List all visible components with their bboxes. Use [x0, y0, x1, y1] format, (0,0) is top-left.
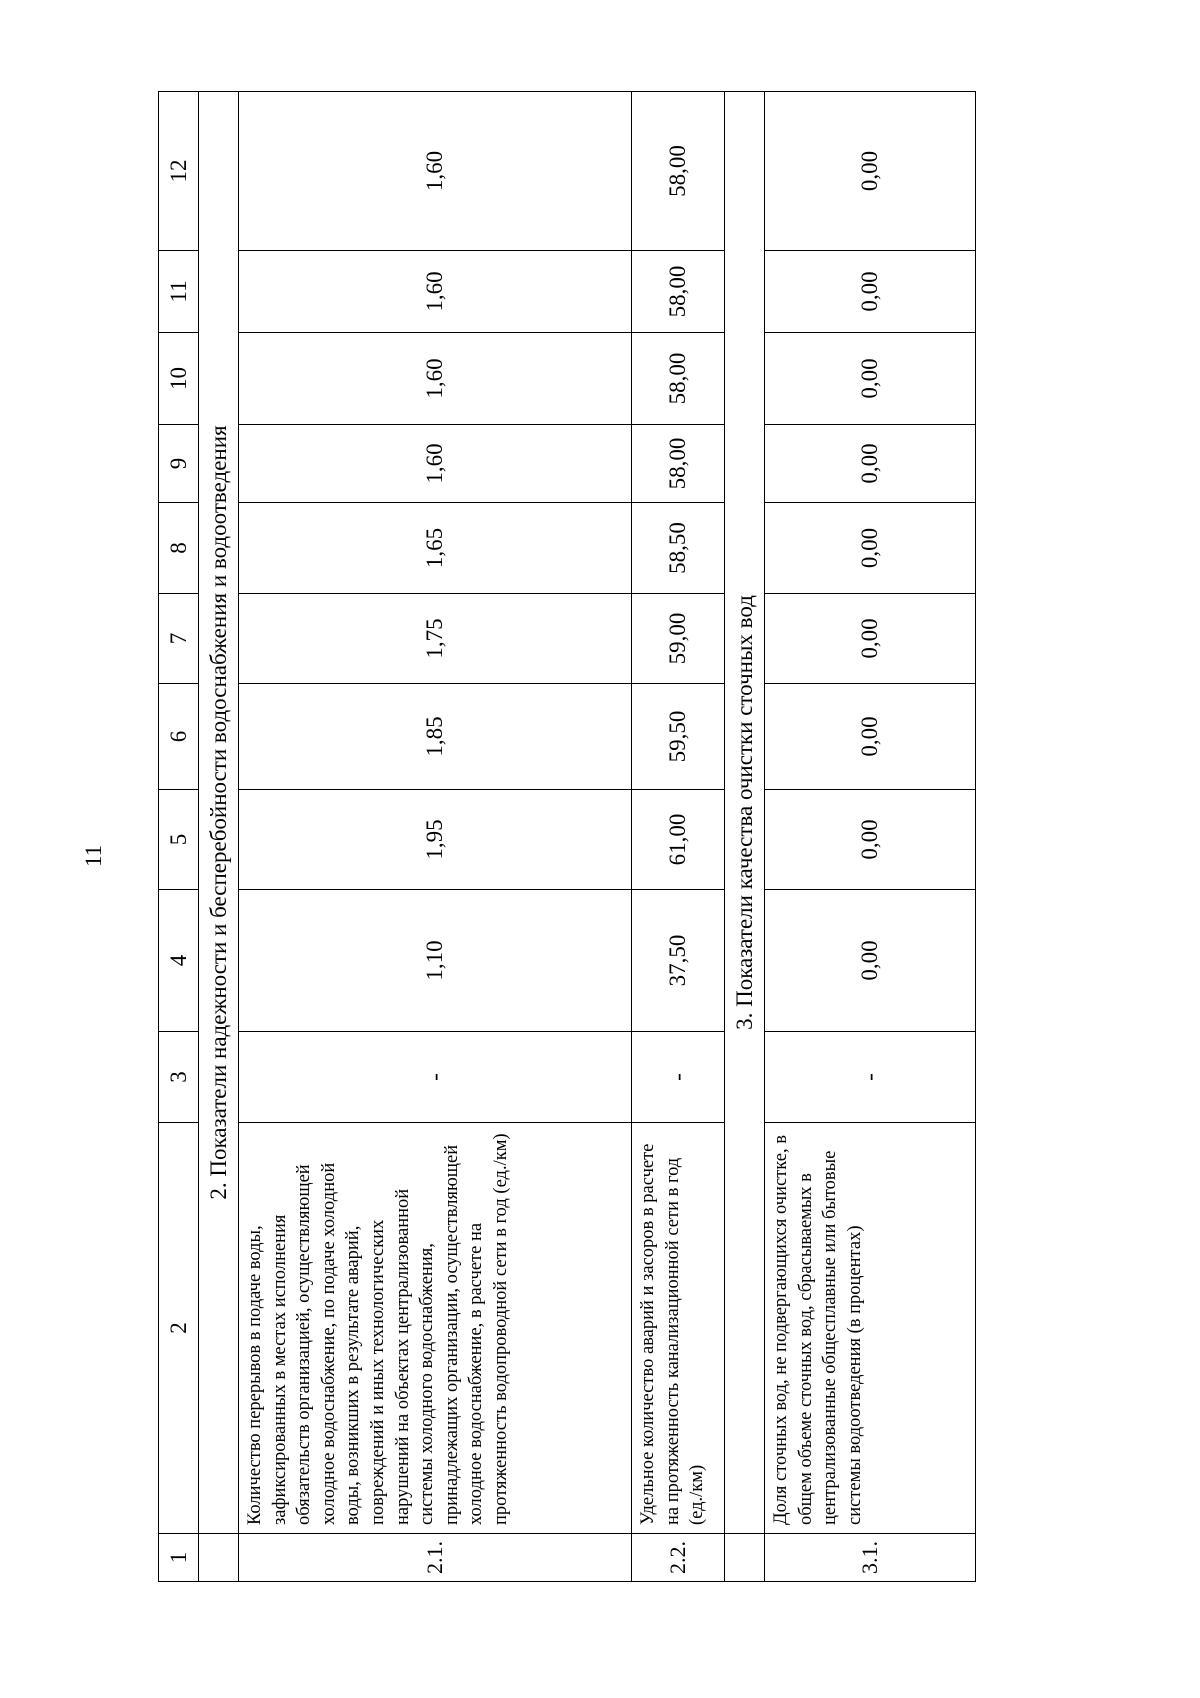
header-cell: 1: [159, 1534, 199, 1582]
row-value: 58,00: [632, 92, 725, 251]
row-value: 1,60: [239, 251, 632, 333]
row-value: 58,00: [632, 425, 725, 503]
header-cell: 5: [159, 790, 199, 890]
header-cell: 12: [159, 92, 199, 251]
header-cell: 9: [159, 425, 199, 503]
row-value: 1,75: [239, 594, 632, 684]
row-value: 0,00: [765, 333, 976, 425]
section-row: [199, 92, 239, 1582]
section-row: [725, 92, 765, 1582]
row-value: 1,60: [239, 92, 632, 251]
row-value: 1,60: [239, 333, 632, 425]
row-number: 3.1.: [765, 1534, 976, 1582]
table-row: [765, 92, 976, 1582]
header-cell: 8: [159, 503, 199, 594]
row-value: 0,00: [765, 790, 976, 890]
row-value: 1,65: [239, 503, 632, 594]
indicators-table-rotated: [158, 92, 975, 1582]
row-value: 1,10: [239, 890, 632, 1032]
row-value: 0,00: [765, 890, 976, 1032]
header-cell: 3: [159, 1032, 199, 1123]
row-description: Доля сточных вод, не подвергающихся очистке, в общем объеме сточных вод, сбрасываемых в централизованные общесплавные или бытовые системы водоотведения (в процентах): [765, 1123, 976, 1534]
header-cell: 10: [159, 333, 199, 425]
row-value: 0,00: [765, 92, 976, 251]
row-value: 1,60: [239, 425, 632, 503]
row-value: 0,00: [765, 594, 976, 684]
row-value: 1,85: [239, 684, 632, 790]
indicators-table: [158, 91, 976, 1582]
row-col3: -: [239, 1032, 632, 1123]
row-value: 0,00: [765, 251, 976, 333]
row-value: 58,00: [632, 333, 725, 425]
header-cell: 4: [159, 890, 199, 1032]
row-value: 0,00: [765, 425, 976, 503]
row-number: 2.2.: [632, 1534, 725, 1582]
row-value: 58,50: [632, 503, 725, 594]
header-cell: 2: [159, 1123, 199, 1534]
row-value: 0,00: [765, 503, 976, 594]
header-cell: 7: [159, 594, 199, 684]
row-col3: -: [765, 1032, 976, 1123]
row-col3: -: [632, 1032, 725, 1123]
section-title: 2. Показатели надежности и бесперебойности водоснабжения и водоотведения: [199, 92, 239, 1534]
row-value: 59,50: [632, 684, 725, 790]
section-title: 3. Показатели качества очистки сточных вод: [725, 92, 765, 1534]
row-description: Количество перерывов в подаче воды, зафиксированных в местах исполнения обязательств организацией, осуществляющей холодное водоснабжение, по подаче холодной воды, возникших в результате аварий, повреждений и иных технологических нарушений на объектах централизованной системы холодного водоснабжения, принадлежащих организации, осуществляющей холодное водоснабжение, в расчете на протяженность водопроводной сети в год (ед./км): [239, 1123, 632, 1534]
table-row: [632, 92, 725, 1582]
header-row: [159, 92, 199, 1582]
row-value: 61,00: [632, 790, 725, 890]
row-value: 59,00: [632, 594, 725, 684]
row-value: 58,00: [632, 251, 725, 333]
section-gap-cell: [725, 1534, 765, 1582]
section-gap-cell: [199, 1534, 239, 1582]
header-cell: 11: [159, 251, 199, 333]
row-number: 2.1.: [239, 1534, 632, 1582]
page-number: 11: [81, 844, 106, 867]
row-description: Удельное количество аварий и засоров в расчете на протяженность канализационной сети в год (ед./км): [632, 1123, 725, 1534]
row-value: 0,00: [765, 684, 976, 790]
header-cell: 6: [159, 684, 199, 790]
row-value: 1,95: [239, 790, 632, 890]
table-row: [239, 92, 632, 1582]
row-value: 37,50: [632, 890, 725, 1032]
